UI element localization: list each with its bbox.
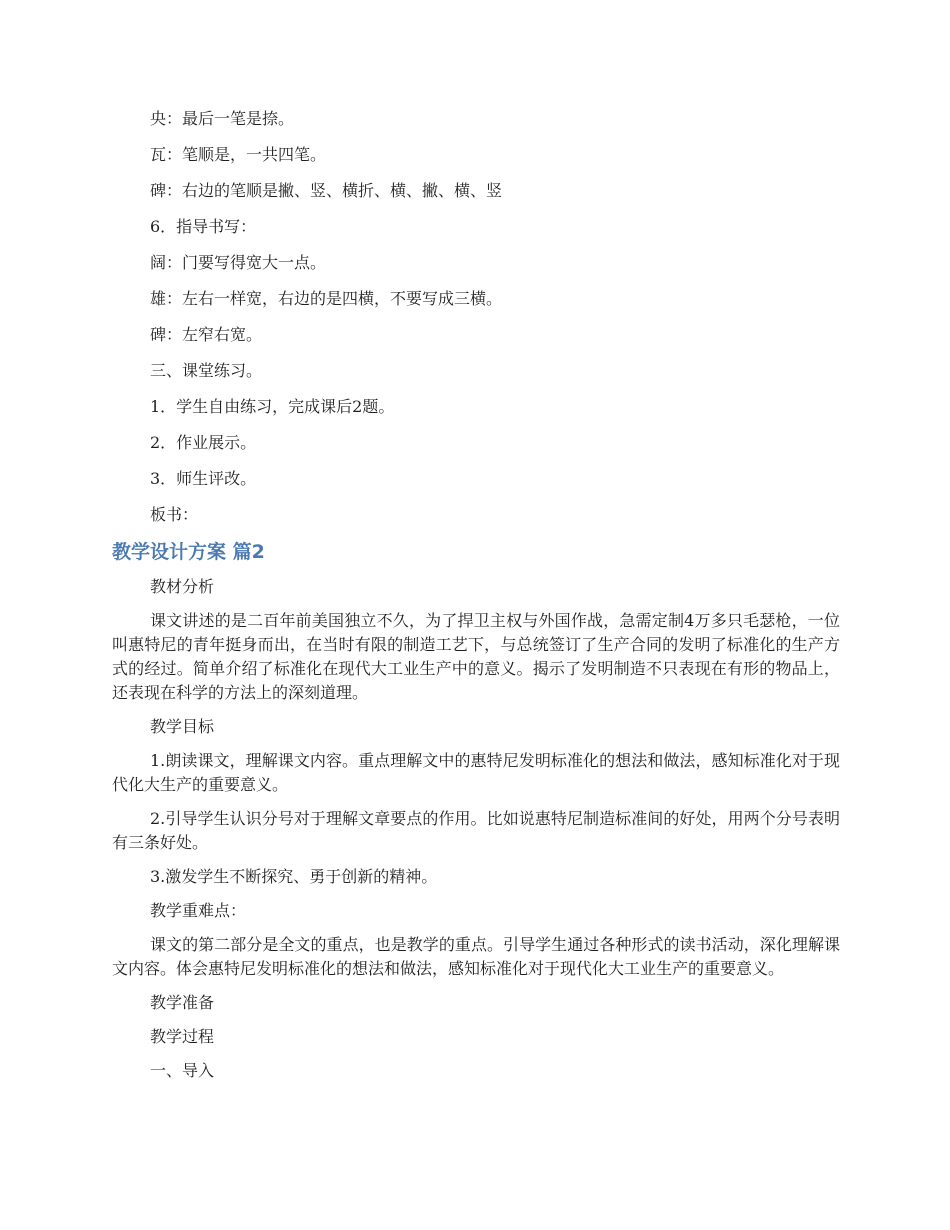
paragraph-goal-2: 2.引导学生认识分号对于理解文章要点的作用。比如说惠特尼制造标准间的好处，用两个分号表明有三条好处。 [112, 809, 840, 852]
text-line: 雄：左右一样宽，右边的是四横，不要写成三横。 [150, 289, 503, 308]
text-line: 碑：右边的笔顺是撇、竖、横折、横、撇、横、竖 [150, 181, 503, 200]
text-line: 三、课堂练习。 [150, 361, 263, 380]
document-content [112, 107, 840, 1093]
text-line: 阔：门要写得宽大一点。 [150, 253, 327, 272]
text-line: 1．学生自由练习，完成课后2题。 [150, 397, 395, 416]
text-line: 瓦：笔顺是，一共四笔。 [150, 145, 327, 164]
paragraph-goal-3: 3.激发学生不断探究、勇于创新的精神。 [150, 867, 438, 886]
paragraph-goal-1: 1.朗读课文，理解课文内容。重点理解文中的惠特尼发明标准化的想法和做法，感知标准化对于现代化大生产的重要意义。 [112, 751, 840, 794]
text-line: 3．师生评改。 [150, 469, 257, 488]
text-line: 央：最后一笔是捺。 [150, 109, 295, 128]
text-line: 2．作业展示。 [150, 433, 257, 452]
paragraph-key-points: 课文的第二部分是全文的重点，也是教学的重点。引导学生通过各种形式的读书活动，深化理解课文内容。体会惠特尼发明标准化的想法和做法，感知标准化对于现代化大工业生产的重要意义。 [112, 935, 840, 978]
subheading-material-analysis: 教材分析 [150, 577, 215, 596]
subheading-preparation: 教学准备 [150, 993, 215, 1012]
subheading-process: 教学过程 [150, 1027, 215, 1046]
text-line: 6．指导书写： [150, 217, 257, 236]
subheading-key-points: 教学重难点： [150, 901, 247, 920]
text-line: 碑：左窄右宽。 [150, 325, 263, 344]
paragraph-material-analysis: 课文讲述的是二百年前美国独立不久，为了捍卫主权与外国作战，急需定制4万多只毛瑟枪，一位叫惠特尼的青年挺身而出，在当时有限的制造工艺下，与总统签订了生产合同的发明了标准化的生产方式的经过。简单介绍了标准化在现代大工业生产中的意义。揭示了发明制造不只表现在有形的物品上，还表现在科学的方法上的深刻道理。 [112, 611, 840, 702]
text-line: 板书： [150, 505, 199, 524]
subheading-introduction: 一、导入 [150, 1061, 215, 1080]
subheading-teaching-goals: 教学目标 [150, 717, 215, 736]
section-heading: 教学设计方案 篇2 [112, 541, 265, 563]
